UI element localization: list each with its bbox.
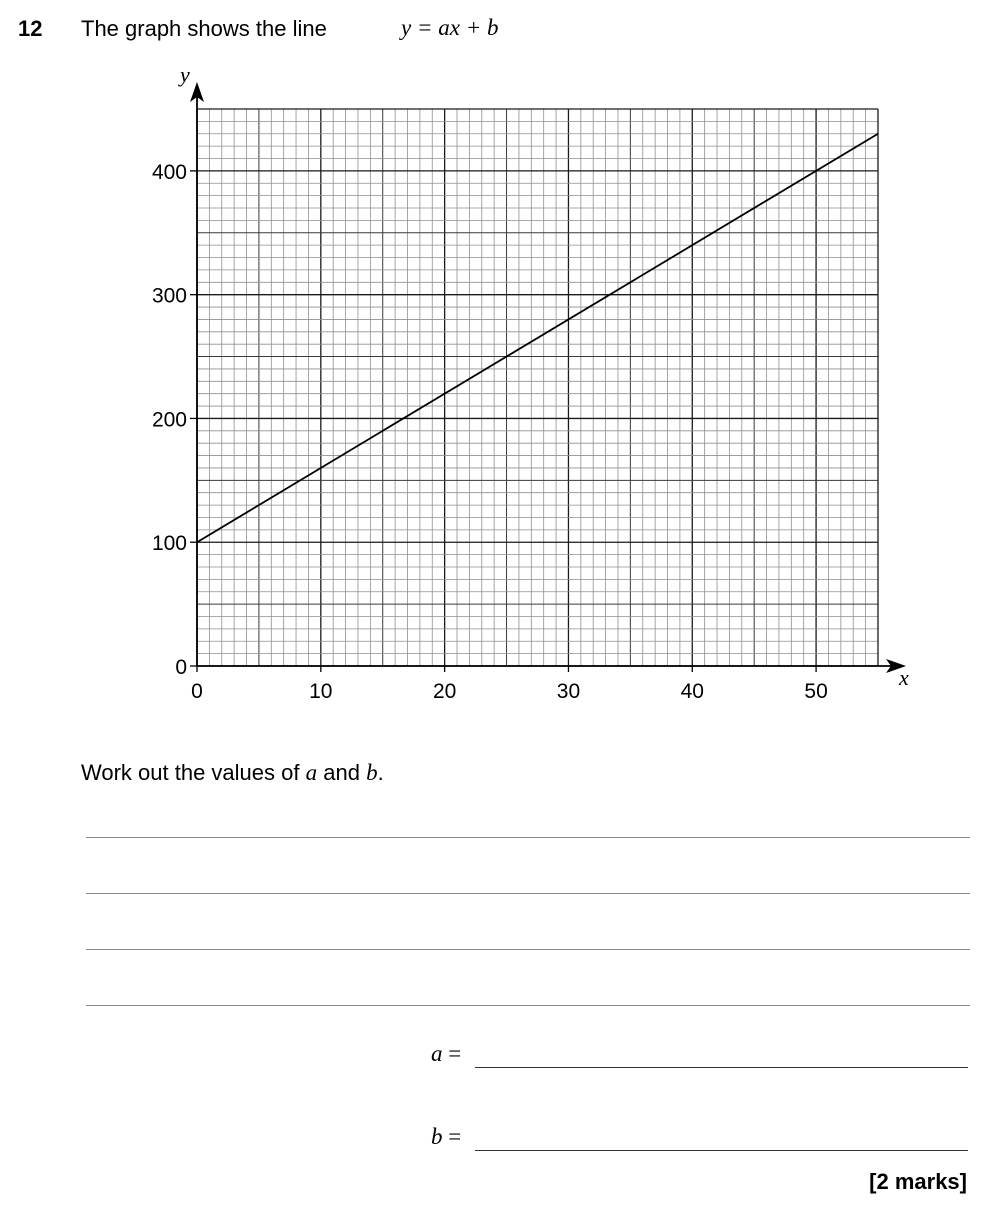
x-axis-label: x [899, 665, 909, 690]
instruction-var-b: b [366, 760, 378, 785]
instruction-prefix: Work out the values of [81, 760, 300, 785]
y-tick-label: 200 [151, 408, 187, 432]
x-tick-label: 40 [680, 680, 704, 703]
marks-label: [2 marks] [869, 1169, 967, 1194]
instruction-suffix: . [377, 760, 384, 785]
y-tick-label: 0 [175, 656, 187, 679]
instruction-middle: and [323, 760, 360, 785]
series-line [197, 134, 878, 542]
x-tick-label: 30 [556, 680, 581, 703]
working-line-2[interactable] [86, 893, 970, 894]
y-tick-label: 300 [151, 284, 187, 308]
working-line-1[interactable] [86, 837, 970, 838]
y-tick-label: 100 [151, 532, 187, 556]
x-tick-label: 20 [432, 680, 457, 703]
graph-series [197, 134, 878, 542]
working-line-4[interactable] [86, 1005, 970, 1006]
answer-a-row [428, 1041, 970, 1071]
x-tick-label: 0 [191, 680, 203, 703]
y-axis-label: y [180, 62, 190, 87]
graph-grid [197, 109, 878, 666]
x-tick-label: 10 [309, 680, 333, 703]
answer-a-label: a = [431, 1041, 462, 1066]
x-tick-label: 50 [804, 680, 828, 703]
working-line-3[interactable] [86, 949, 970, 950]
y-tick-label: 400 [151, 160, 187, 184]
question-equation: y = ax + b [401, 15, 499, 40]
answer-b-row [428, 1124, 970, 1154]
question-text: The graph shows the line [81, 16, 327, 41]
answer-b-label: b = [431, 1124, 462, 1149]
question-number: 12 [18, 16, 43, 41]
answer-a-field[interactable] [475, 1067, 968, 1068]
answer-b-field[interactable] [475, 1150, 968, 1151]
instruction-var-a: a [305, 760, 318, 785]
instruction-text [81, 760, 384, 786]
graph-ticks [152, 161, 828, 703]
